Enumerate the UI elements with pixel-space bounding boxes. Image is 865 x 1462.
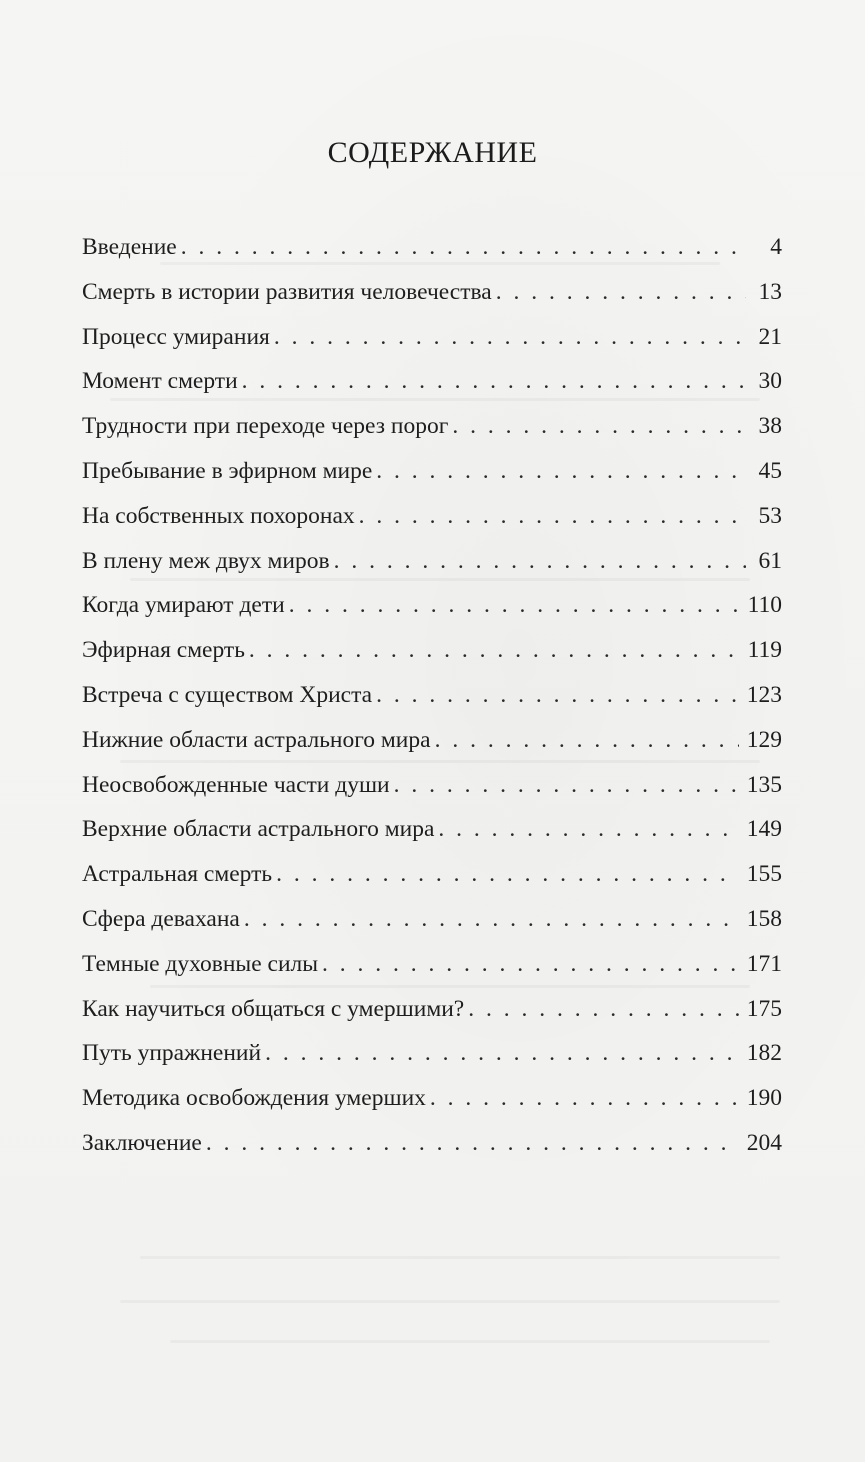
toc-entry-title: Нижние области астрального мира	[82, 726, 431, 753]
bleed-through-line	[120, 1300, 780, 1303]
toc-page-number: 155	[746, 861, 782, 888]
toc-dot-leader	[289, 583, 740, 628]
toc-dot-leader	[430, 1076, 739, 1121]
toc-entry	[82, 942, 782, 987]
toc-page-number: 129	[746, 726, 782, 753]
toc-dot-leader	[206, 1121, 739, 1166]
toc-entry	[82, 1121, 782, 1166]
toc-entry-title: Момент смерти	[82, 368, 238, 395]
toc-dot-leader	[496, 270, 746, 315]
toc-entry	[82, 807, 782, 852]
toc-entry	[82, 539, 782, 584]
toc-entry	[82, 987, 782, 1032]
toc-entry-title: На собственных похоронах	[82, 502, 355, 529]
toc-entry	[82, 1076, 782, 1121]
toc-entry-title: Заключение	[82, 1129, 202, 1156]
toc-page-number: 175	[746, 995, 782, 1022]
toc-entry-title: Астральная смерть	[82, 861, 273, 888]
toc-dot-leader	[181, 225, 746, 270]
toc-entry	[82, 449, 782, 494]
toc-page-number: 45	[758, 457, 782, 484]
toc-entry-title: Процесс умирания	[82, 323, 270, 350]
toc-dot-leader	[468, 987, 739, 1032]
table-of-contents	[82, 225, 782, 1166]
toc-dot-leader	[244, 897, 739, 942]
toc-page-number: 4	[770, 234, 782, 260]
toc-entry-title: Трудности при переходе через порог	[82, 413, 449, 440]
toc-dot-leader	[334, 539, 746, 584]
toc-dot-leader	[242, 359, 746, 404]
toc-entry	[82, 359, 782, 404]
toc-entry-title: Смерть в истории развития человечества	[82, 278, 492, 305]
bleed-through-line	[140, 1256, 780, 1259]
toc-entry-title: Верхние области астрального мира	[82, 816, 435, 843]
toc-page-number: 204	[746, 1129, 782, 1156]
toc-entry	[82, 718, 782, 763]
toc-page-number: 149	[746, 816, 782, 843]
toc-entry	[82, 897, 782, 942]
toc-page-number: 123	[746, 681, 782, 708]
toc-entry	[82, 852, 782, 897]
toc-entry-title: Введение	[82, 234, 177, 260]
toc-dot-leader	[376, 449, 746, 494]
toc-entry	[82, 315, 782, 360]
toc-entry	[82, 494, 782, 539]
bleed-through-line	[170, 1340, 770, 1343]
toc-dot-leader	[274, 315, 746, 360]
toc-entry-title: Встреча с существом Христа	[82, 681, 373, 708]
toc-page-number: 61	[758, 547, 782, 574]
toc-page-number: 110	[747, 592, 782, 619]
toc-entry-title: Путь упражнений	[82, 1040, 262, 1067]
toc-dot-leader	[438, 807, 738, 852]
toc-page-number: 135	[746, 771, 782, 798]
toc-dot-leader	[322, 942, 739, 987]
toc-entry-title: Неосвобожденные части души	[82, 771, 390, 798]
toc-entry	[82, 628, 782, 673]
toc-dot-leader	[435, 718, 739, 763]
toc-entry	[82, 225, 782, 270]
toc-page-number: 190	[746, 1085, 782, 1112]
toc-entry-title: Сфера девахана	[82, 905, 240, 932]
toc-page-number: 13	[758, 278, 782, 305]
toc-entry-title: В плену меж двух миров	[82, 547, 330, 574]
toc-page-number: 158	[746, 905, 782, 932]
toc-dot-leader	[376, 673, 739, 718]
toc-entry-title: Методика освобождения умерших	[82, 1085, 426, 1112]
toc-entry-title: Эфирная смерть	[82, 637, 245, 664]
toc-dot-leader	[394, 763, 739, 808]
toc-dot-leader	[359, 494, 746, 539]
toc-page-number: 53	[758, 502, 782, 529]
toc-entry-title: Пребывание в эфирном мире	[82, 457, 373, 484]
page-title: СОДЕРЖАНИЕ	[327, 136, 538, 169]
toc-entry	[82, 763, 782, 808]
toc-page-number: 21	[758, 323, 782, 350]
toc-entry	[82, 270, 782, 315]
toc-entry-title: Когда умирают дети	[82, 592, 285, 619]
toc-dot-leader	[276, 852, 739, 897]
toc-entry	[82, 1031, 782, 1076]
toc-page-number: 119	[747, 637, 782, 664]
toc-page-number: 182	[746, 1040, 782, 1067]
toc-page-number: 38	[758, 413, 782, 440]
toc-entry	[82, 404, 782, 449]
toc-page-number: 30	[758, 368, 782, 395]
toc-entry	[82, 673, 782, 718]
toc-dot-leader	[265, 1031, 739, 1076]
toc-entry	[82, 583, 782, 628]
toc-page-number: 171	[746, 950, 782, 977]
toc-dot-leader	[452, 404, 746, 449]
toc-dot-leader	[249, 628, 740, 673]
toc-entry-title: Темные духовные силы	[82, 950, 319, 977]
toc-entry-title: Как научиться общаться с умершими?	[82, 995, 465, 1022]
